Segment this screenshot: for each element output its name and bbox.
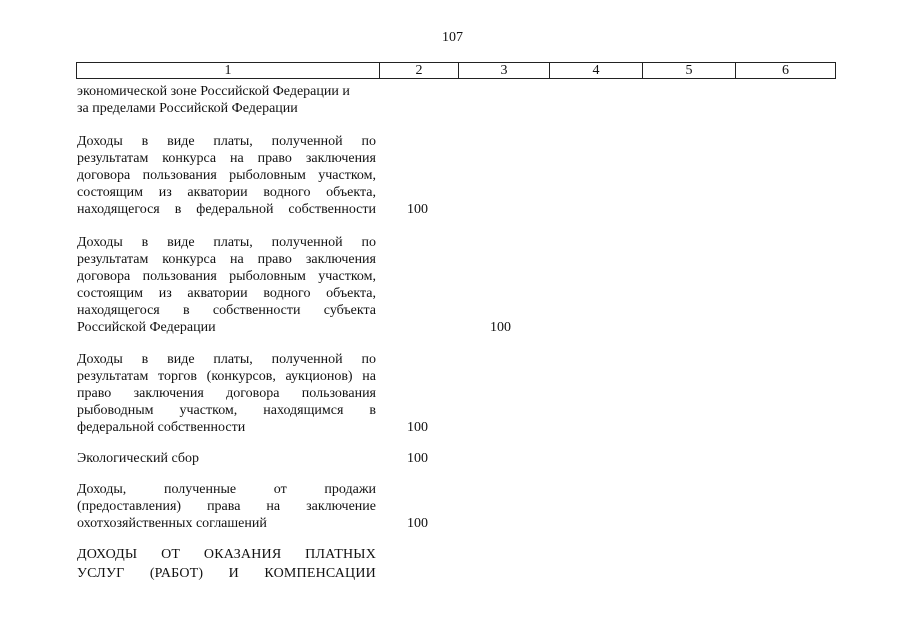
description-line: Доходы в виде платы, полученной по: [77, 352, 376, 367]
column-header-5: 5: [643, 63, 736, 78]
description-line: состоящим из акватории водного объекта,: [77, 185, 376, 200]
value-column-2: 100: [407, 451, 428, 466]
column-header-1: 1: [77, 63, 380, 78]
description-line: Экологический сбор: [77, 451, 199, 466]
description-line: рыбоводным участком, находящимся в: [77, 403, 376, 418]
heading-line: ДОХОДЫ ОТ ОКАЗАНИЯ ПЛАТНЫХ: [77, 547, 376, 562]
row-description: [77, 450, 376, 467]
row-description: [77, 234, 376, 336]
description-line: Российской Федерации: [77, 320, 216, 335]
description-line: находящегося в собственности субъекта: [77, 303, 376, 318]
description-line: право заключения договора пользования: [77, 386, 376, 401]
table-header-row: [76, 62, 836, 79]
description-line: состоящим из акватории водного объекта,: [77, 286, 376, 301]
description-line: экономической зоне Российской Федерации и: [77, 84, 350, 99]
heading-line: УСЛУГ (РАБОТ) И КОМПЕНСАЦИИ: [77, 566, 376, 581]
description-line: Доходы в виде платы, полученной по: [77, 134, 376, 149]
description-line: находящегося в федеральной собственности: [77, 202, 376, 217]
value-column-3: 100: [490, 320, 511, 335]
column-header-6: 6: [782, 63, 789, 78]
row-description: [77, 83, 376, 117]
description-line: (предоставления) права на заключение: [77, 499, 376, 514]
value-column-2: 100: [407, 516, 428, 531]
row-description: [77, 481, 376, 532]
section-heading: [77, 545, 376, 583]
description-line: федеральной собственности: [77, 420, 246, 435]
description-line: результатам конкурса на право заключения: [77, 252, 376, 267]
description-line: договора пользования рыболовным участком,: [77, 269, 376, 284]
column-header-3: 3: [459, 63, 550, 78]
description-line: договора пользования рыболовным участком,: [77, 168, 376, 183]
row-description: [77, 351, 376, 436]
value-column-2: 100: [407, 420, 428, 435]
column-header-4: 4: [550, 63, 643, 78]
row-description: [77, 133, 376, 218]
description-line: за пределами Российской Федерации: [77, 101, 298, 116]
description-line: Доходы в виде платы, полученной по: [77, 235, 376, 250]
description-line: охотхозяйственных соглашений: [77, 516, 267, 531]
description-line: результатам конкурса на право заключения: [77, 151, 376, 166]
column-header-2: 2: [380, 63, 459, 78]
value-column-2: 100: [407, 202, 428, 217]
description-line: Доходы, полученные от продажи: [77, 482, 376, 497]
page-number: 107: [442, 30, 463, 45]
description-line: результатам торгов (конкурсов, аукционов) на: [77, 369, 376, 384]
